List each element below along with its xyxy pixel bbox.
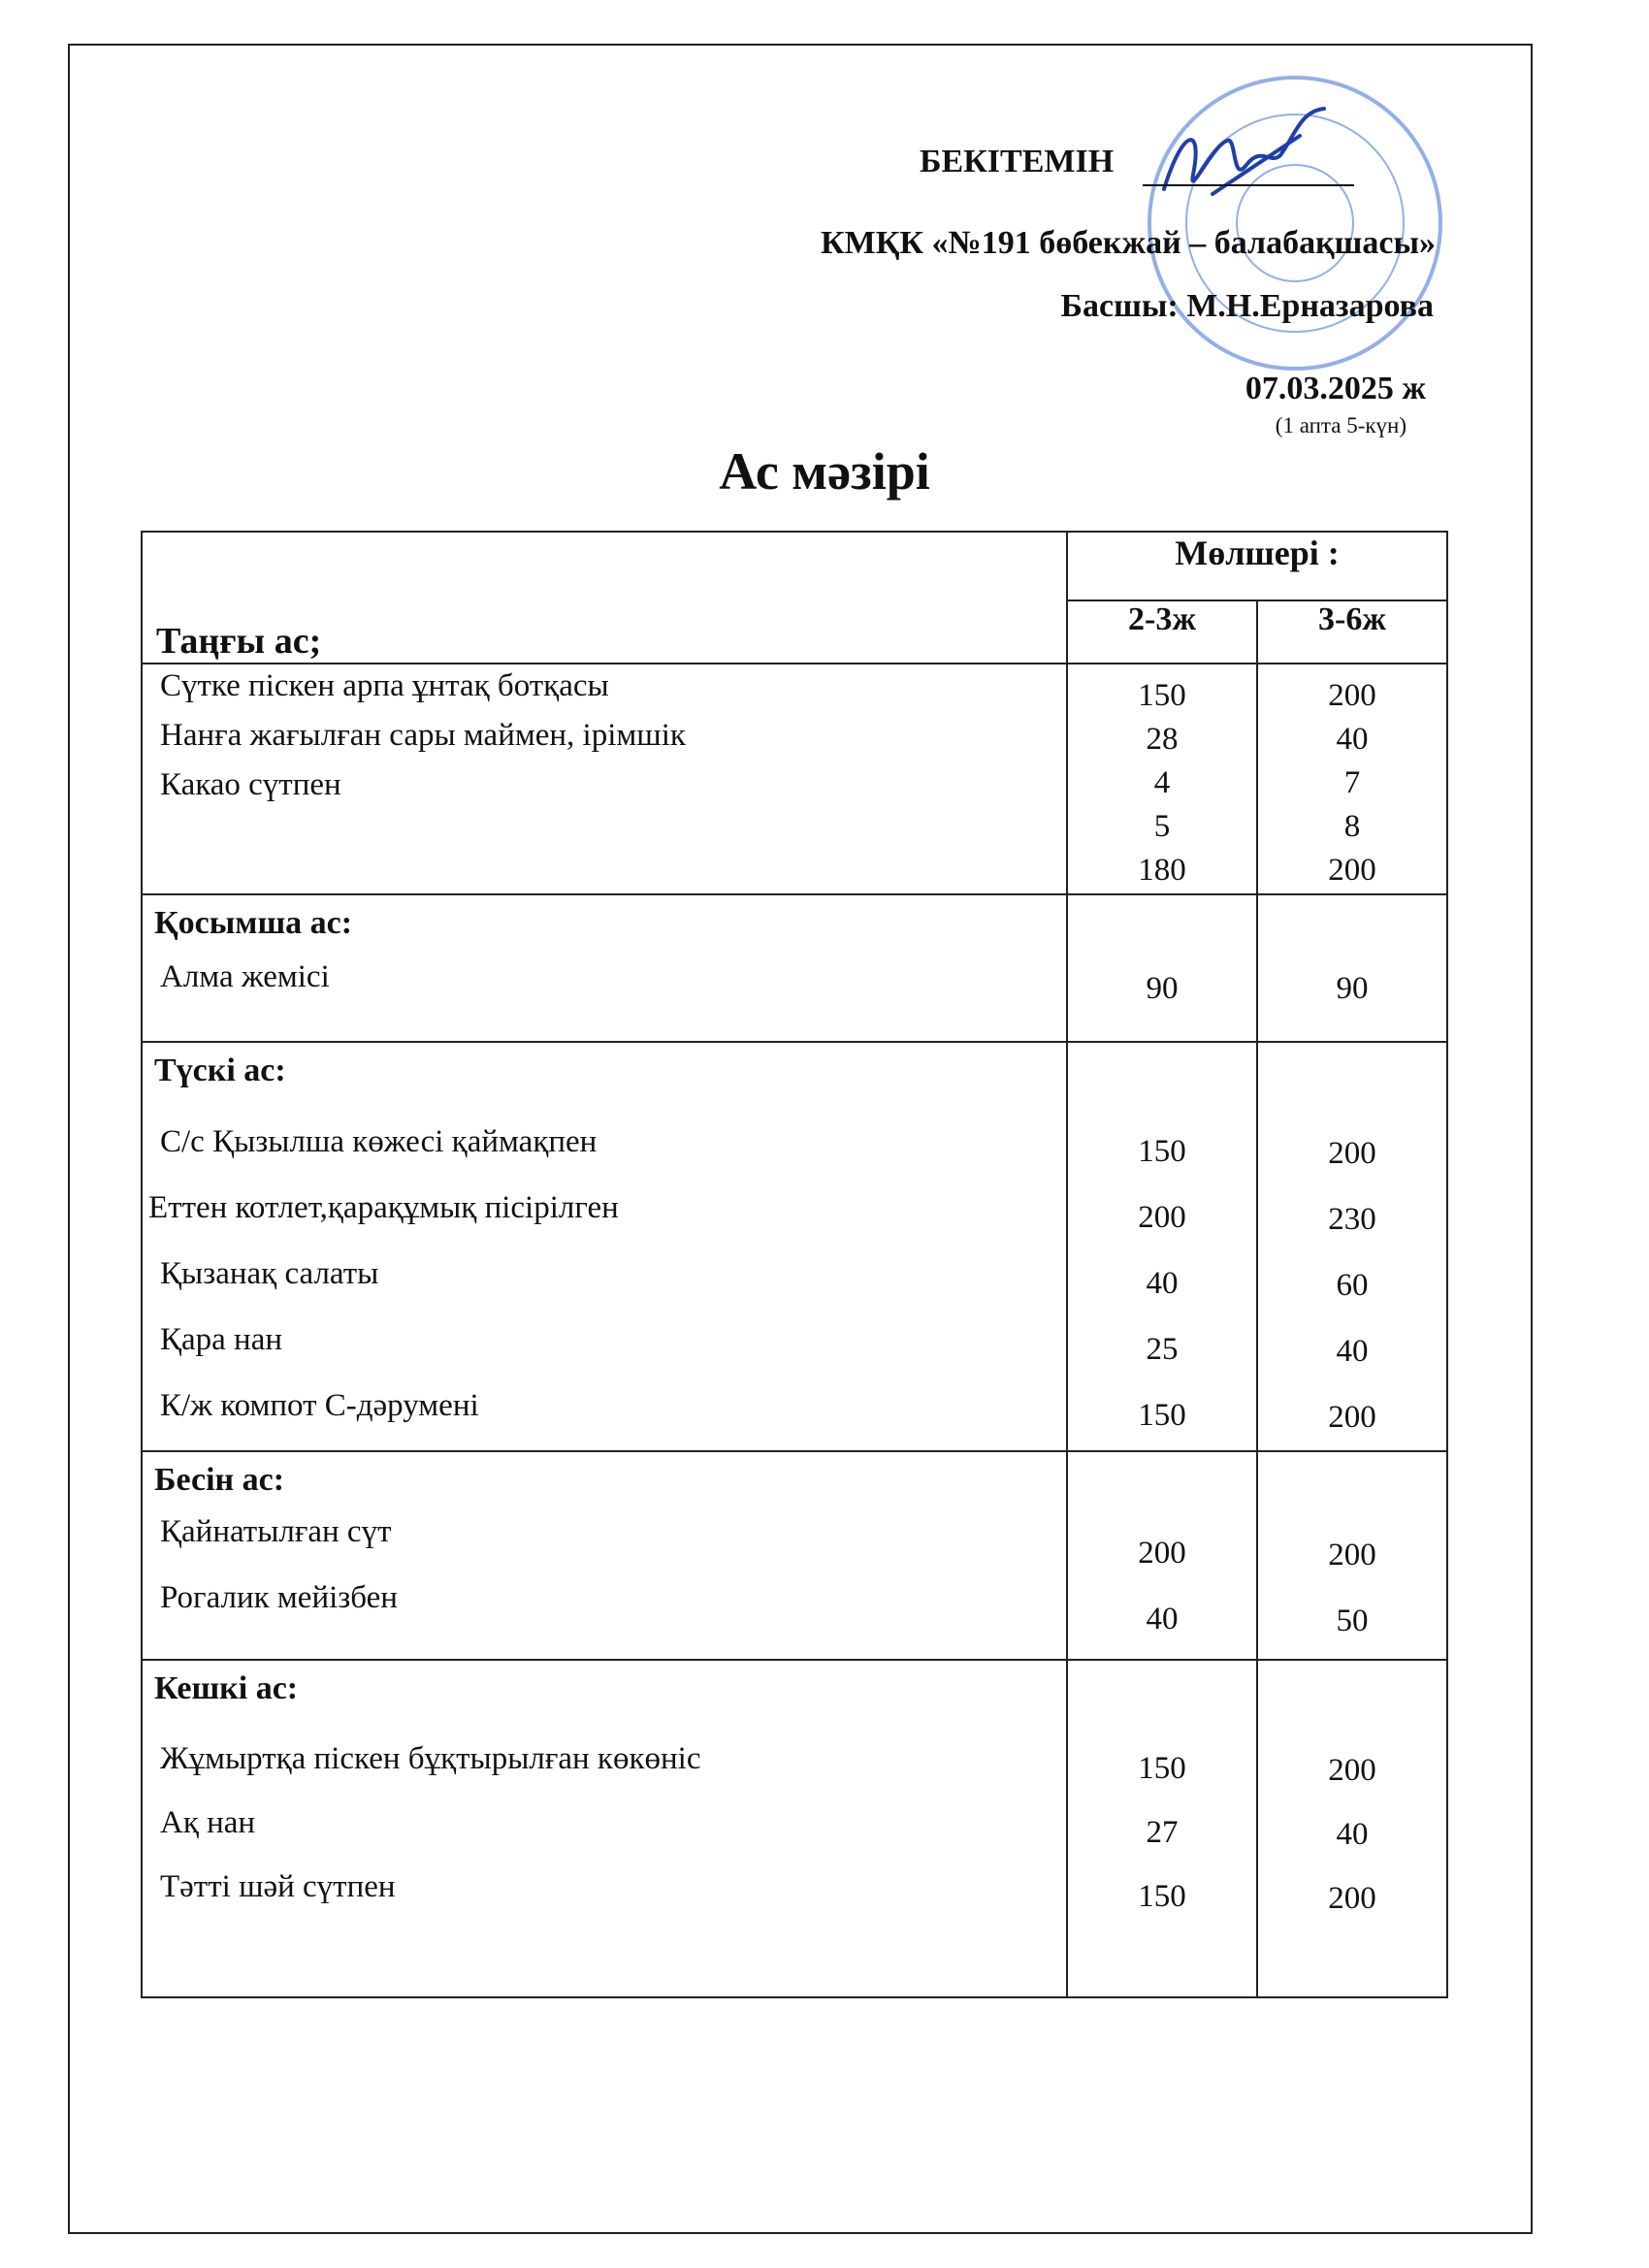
qty-value: 200 <box>1328 1538 1376 1572</box>
qty-value: 200 <box>1328 678 1376 713</box>
qty-value: 40 <box>1336 1817 1369 1852</box>
qty-value: 27 <box>1146 1815 1179 1850</box>
quantity-header: Мөлшері : <box>1067 532 1447 600</box>
qty-value: 60 <box>1336 1268 1369 1303</box>
snack-qty-3-6 <box>1257 894 1447 1042</box>
qty-value: 28 <box>1146 722 1179 757</box>
page-title: Ас мәзірі <box>719 442 930 501</box>
head-name: Басшы: М.Н.Ерназарова <box>1060 288 1434 324</box>
signature-line <box>1143 184 1354 186</box>
list-item: Тәтті шәй сүтпен <box>160 1869 396 1904</box>
qty-value: 5 <box>1153 809 1171 844</box>
menu-table <box>141 531 1448 1998</box>
lunch-dishes <box>142 1042 1067 1451</box>
age-group-3-6: 3-6ж <box>1257 600 1447 664</box>
qty-value: 180 <box>1138 853 1186 888</box>
menu-weekday: (1 апта 5-күн) <box>1275 413 1406 437</box>
qty-value: 200 <box>1138 1200 1186 1235</box>
qty-value: 200 <box>1328 1136 1376 1171</box>
table-row-breakfast <box>142 664 1447 894</box>
afternoon-qty-2-3 <box>1067 1451 1257 1660</box>
list-item: Алма жемісі <box>160 959 330 994</box>
list-item: Жұмыртқа піскен бұқтырылған көкөніс <box>160 1741 701 1776</box>
list-item: Қызанақ салаты <box>160 1256 379 1291</box>
qty-value: 150 <box>1138 1751 1186 1786</box>
qty-value: 90 <box>1336 971 1369 1006</box>
qty-value: 50 <box>1336 1604 1369 1638</box>
qty-value: 200 <box>1328 1881 1376 1916</box>
qty-value: 90 <box>1146 971 1179 1006</box>
list-item: Рогалик мейізбен <box>160 1580 398 1615</box>
qty-value: 40 <box>1336 722 1369 757</box>
qty-value: 7 <box>1343 765 1361 800</box>
qty-value: 40 <box>1146 1602 1179 1636</box>
breakfast-header-cell <box>142 532 1067 664</box>
qty-value: 40 <box>1336 1334 1369 1369</box>
qty-value: 25 <box>1146 1332 1179 1367</box>
list-item: Сүтке піскен арпа ұнтақ ботқасы <box>160 668 609 703</box>
qty-value: 150 <box>1138 1879 1186 1914</box>
qty-value: 200 <box>1328 1753 1376 1788</box>
lunch-qty-2-3 <box>1067 1042 1257 1451</box>
table-row-snack <box>142 894 1447 1042</box>
dinner-qty-2-3 <box>1067 1660 1257 1997</box>
menu-date: 07.03.2025 ж <box>1245 371 1426 406</box>
table-row-afternoon <box>142 1451 1447 1660</box>
age-group-2-3: 2-3ж <box>1067 600 1257 664</box>
organization-name: КМҚК «№191 бөбекжай – балабақшасы» <box>821 225 1436 261</box>
qty-value: 150 <box>1138 1134 1186 1169</box>
list-item: Нанға жағылған сары маймен, ірімшік <box>160 718 686 753</box>
approve-label: БЕКІТЕМІН <box>920 144 1115 179</box>
afternoon-dishes <box>142 1451 1067 1660</box>
breakfast-qty-2-3 <box>1067 664 1257 894</box>
qty-value: 8 <box>1343 809 1361 844</box>
lunch-qty-3-6 <box>1257 1042 1447 1451</box>
snack-dishes <box>142 894 1067 1042</box>
list-item: Қара нан <box>160 1322 283 1357</box>
afternoon-qty-3-6 <box>1257 1451 1447 1660</box>
dinner-qty-3-6 <box>1257 1660 1447 1997</box>
list-item: К/ж компот С-дәрумені <box>160 1388 479 1423</box>
breakfast-qty-3-6 <box>1257 664 1447 894</box>
list-item: Еттен котлет,қарақұмық пісірілген <box>148 1190 619 1225</box>
snack-qty-2-3 <box>1067 894 1257 1042</box>
dinner-dishes <box>142 1660 1067 1997</box>
list-item: Какао сүтпен <box>160 767 341 802</box>
table-row-dinner <box>142 1660 1447 1997</box>
qty-value: 230 <box>1328 1202 1376 1237</box>
signature <box>1154 107 1348 213</box>
list-item: Қайнатылған сүт <box>160 1514 392 1549</box>
qty-value: 150 <box>1138 1398 1186 1433</box>
breakfast-label: Таңғы ас; <box>156 621 322 662</box>
qty-value: 40 <box>1146 1266 1179 1301</box>
dinner-label: Кешкі ас: <box>154 1670 299 1706</box>
lunch-label: Түскі ас: <box>154 1053 286 1088</box>
qty-value: 200 <box>1138 1536 1186 1571</box>
list-item: Ақ нан <box>160 1805 256 1840</box>
qty-value: 4 <box>1153 765 1171 800</box>
table-row-lunch <box>142 1042 1447 1451</box>
list-item: С/с Қызылша көжесі қаймақпен <box>160 1124 598 1159</box>
afternoon-label: Бесін ас: <box>154 1462 285 1498</box>
breakfast-dishes <box>142 664 1067 894</box>
qty-value: 200 <box>1328 1400 1376 1435</box>
snack-label: Қосымша ас: <box>154 905 353 941</box>
qty-value: 200 <box>1328 853 1376 888</box>
qty-value: 150 <box>1138 678 1186 713</box>
